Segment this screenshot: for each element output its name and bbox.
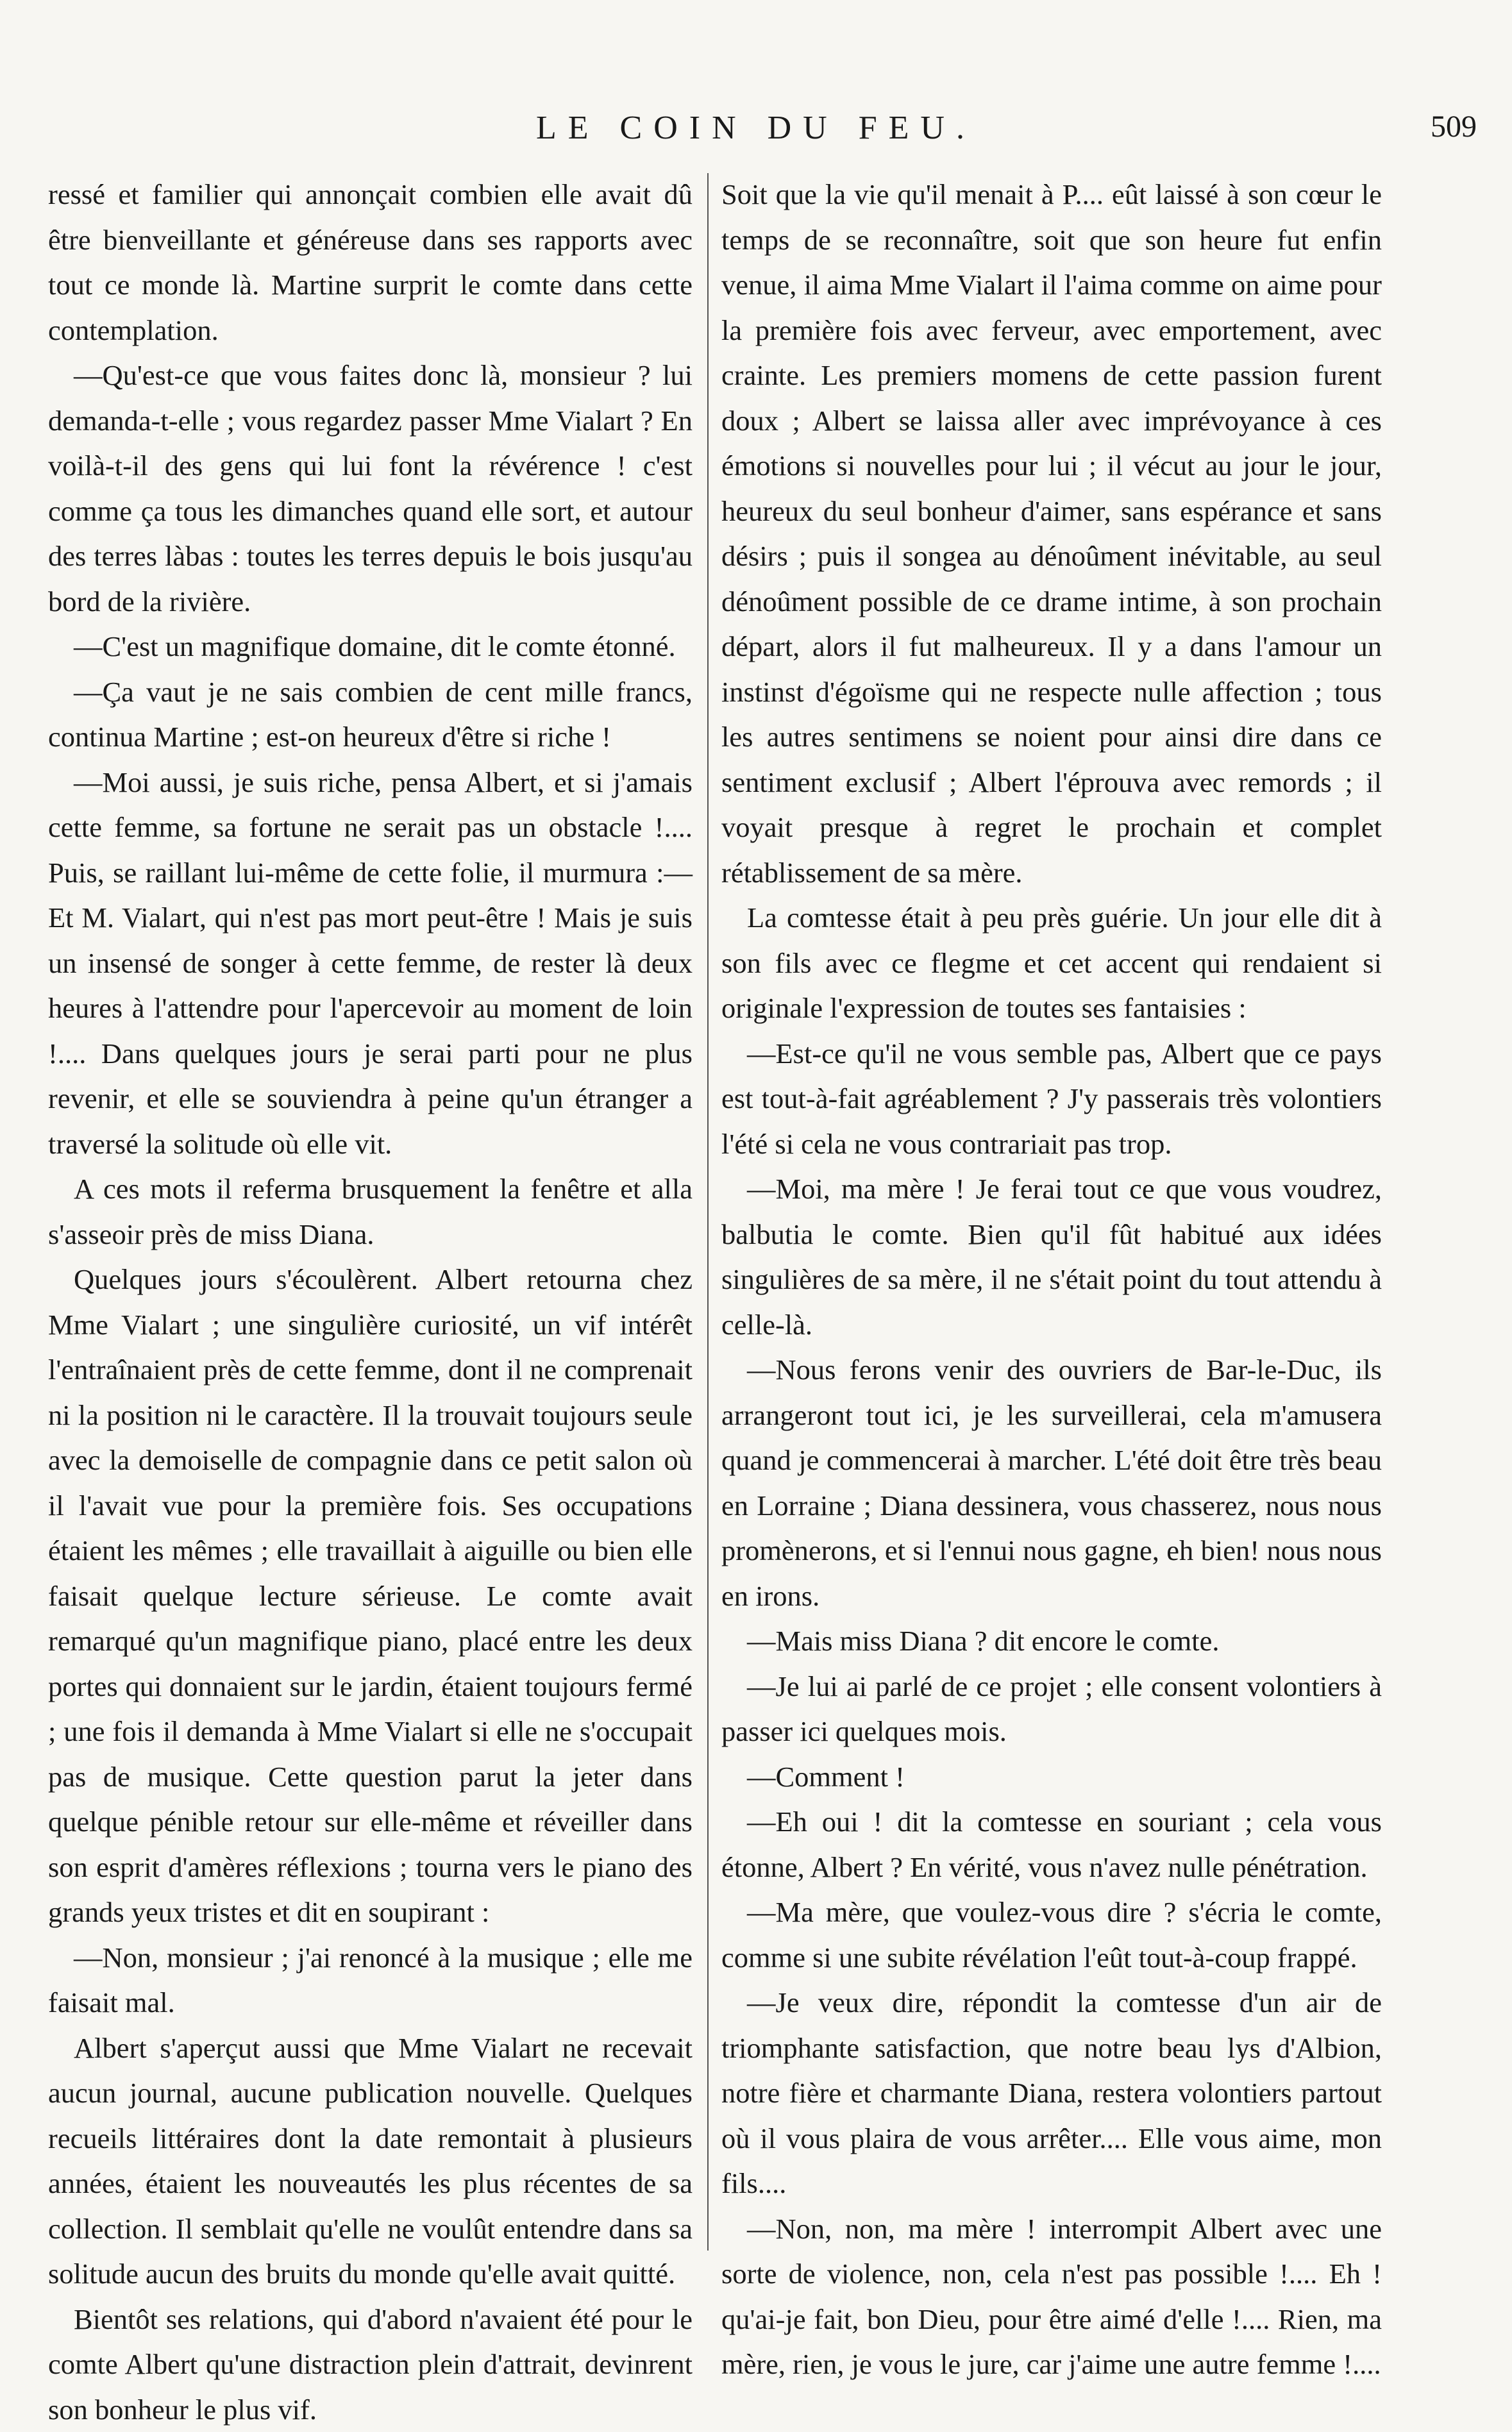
right-column (721, 172, 1382, 2262)
paragraph: —Eh oui ! dit la comtesse en souriant ; cela vous étonne, Albert ? En vérité, vous n'avez nulle pénétration. (721, 1799, 1382, 1890)
paragraph: —Mais miss Diana ? dit encore le comte. (721, 1618, 1382, 1664)
paragraph: —Qu'est-ce que vous faites donc là, monsieur ? lui demanda-t-elle ; vous regardez passer Mme Vialart ? En voilà-t-il des gens qui lui font la révérence ! c'est comme ça tous les dimanches quand elle sort, et autour des terres làbas : toutes les terres depuis le bois jusqu'au bord de la rivière. (48, 353, 693, 624)
column-divider (707, 173, 709, 2251)
paragraph: —Je veux dire, répondit la comtesse d'un air de triomphante satisfaction, que notre beau lys d'Albion, notre fière et charmante Diana, restera volontiers partout où il vous plaira de vous arrêter.... Elle vous aime, mon fils.... (721, 1980, 1382, 2206)
paragraph: —Moi aussi, je suis riche, pensa Albert, et si j'amais cette femme, sa fortune ne serait pas un obstacle !.... Puis, se raillant lui-même de cette folie, il murmura :—Et M. Vialart, qui n'est pas mort peut-être ! Mais je suis un insensé de songer à cette femme, de rester là deux heures à l'attendre pour l'apercevoir au moment de loin !.... Dans quelques jours je serai parti pour ne plus revenir, et elle se souviendra à peine qu'un étranger a traversé la solitude où elle vit. (48, 760, 693, 1167)
paragraph: —Ma mère, que voulez-vous dire ? s'écria le comte, comme si une subite révélation l'eût tout-à-coup frappé. (721, 1890, 1382, 1980)
left-column (48, 172, 693, 2262)
paragraph: Quelques jours s'écoulèrent. Albert retourna chez Mme Vialart ; une singulière curiosité, un vif intérêt l'entraînaient près de cette femme, dont il ne comprenait ni la position ni le caractère. Il la trouvait toujours seule avec la demoiselle de compagnie dans ce petit salon où il l'avait vue pour la première fois. Ses occupations étaient les mêmes ; elle travaillait à aiguille ou bien elle faisait quelque lecture sérieuse. Le comte avait remarqué qu'un magnifique piano, placé entre les deux portes qui donnaient sur le jardin, étaient toujours fermé ; une fois il demanda à Mme Vialart si elle ne s'occupait pas de musique. Cette question parut la jeter dans quelque pénible retour sur elle-même et réveiller dans son esprit d'amères réflexions ; tourna vers le piano des grands yeux tristes et dit en soupirant : (48, 1257, 693, 1935)
paragraph: Albert s'aperçut aussi que Mme Vialart ne recevait aucun journal, aucune publication nouvelle. Quelques recueils littéraires dont la date remontait à plusieurs années, étaient les nouveautés les plus récentes de sa collection. Il semblait qu'elle ne voulût entendre dans sa solitude aucun des bruits du monde qu'elle avait quitté. (48, 2025, 693, 2297)
paragraph: —C'est un magnifique domaine, dit le comte étonné. (48, 624, 693, 669)
paragraph: —Comment ! (721, 1754, 1382, 1800)
paragraph: A ces mots il referma brusquement la fenêtre et alla s'asseoir près de miss Diana. (48, 1166, 693, 1257)
paragraph: —Est-ce qu'il ne vous semble pas, Albert que ce pays est tout-à-fait agréablement ? J'y passerais très volontiers l'été si cela ne vous contrariait pas trop. (721, 1031, 1382, 1167)
paragraph: Bientôt ses relations, qui d'abord n'avaient été pour le comte Albert qu'une distraction plein d'attrait, devinrent son bonheur le plus vif. (48, 2297, 693, 2432)
paragraph: —Non, monsieur ; j'ai renoncé à la musique ; elle me faisait mal. (48, 1935, 693, 2025)
paragraph: —Nous ferons venir des ouvriers de Bar-le-Duc, ils arrangeront tout ici, je les surveillerai, cela m'amusera quand je commencerai à marcher. L'été doit être très beau en Lorraine ; Diana dessinera, vous chasserez, nous nous promènerons, et si l'ennui nous gagne, eh bien! nous nous en irons. (721, 1347, 1382, 1618)
paragraph: Soit que la vie qu'il menait à P.... eût laissé à son cœur le temps de se reconnaître, soit que son heure fut enfin venue, il aima Mme Vialart il l'aima comme on aime pour la première fois avec ferveur, avec emportement, avec crainte. Les premiers momens de cette passion furent doux ; Albert se laissa aller avec imprévoyance à ces émotions si nouvelles pour lui ; il vécut au jour le jour, heureux du seul bonheur d'aimer, sans espérance et sans désirs ; puis il songea au dénoûment inévitable, au seul dénoûment possible de ce drame intime, à son prochain départ, alors il fut malheureux. Il y a dans l'amour un instinst d'égoïsme qui ne respecte nulle affection ; tous les autres sentimens se noient pour ainsi dire dans ce sentiment exclusif ; Albert l'éprouva avec remords ; il voyait presque à regret le prochain et complet rétablissement de sa mère. (721, 172, 1382, 895)
paragraph: —Non, non, ma mère ! interrompit Albert avec une sorte de violence, non, cela n'est pas possible !.... Eh ! qu'ai-je fait, bon Dieu, pour être aimé d'elle !.... Rien, ma mère, rien, je vous le jure, car j'aime une autre femme !.... (721, 2206, 1382, 2387)
paragraph: ressé et familier qui annonçait combien elle avait dû être bienveillante et généreuse dans ses rapports avec tout ce monde là. Martine surprit le comte dans cette contemplation. (48, 172, 693, 353)
paragraph: —Moi, ma mère ! Je ferai tout ce que vous voudrez, balbutia le comte. Bien qu'il fût habitué aux idées singulières de sa mère, il ne s'était point du tout attendu à celle-là. (721, 1166, 1382, 1347)
page-header (0, 109, 1512, 160)
paragraph: La comtesse était à peu près guérie. Un jour elle dit à son fils avec ce flegme et cet accent qui rendaient si originale l'expression de toutes ses fantaisies : (721, 895, 1382, 1031)
paragraph: —Je lui ai parlé de ce projet ; elle consent volontiers à passer ici quelques mois. (721, 1664, 1382, 1754)
running-title: LE COIN DU FEU. (0, 109, 1512, 147)
page-number: 509 (1431, 109, 1477, 144)
paragraph: —Ça vaut je ne sais combien de cent mille francs, continua Martine ; est-on heureux d'être si riche ! (48, 669, 693, 760)
